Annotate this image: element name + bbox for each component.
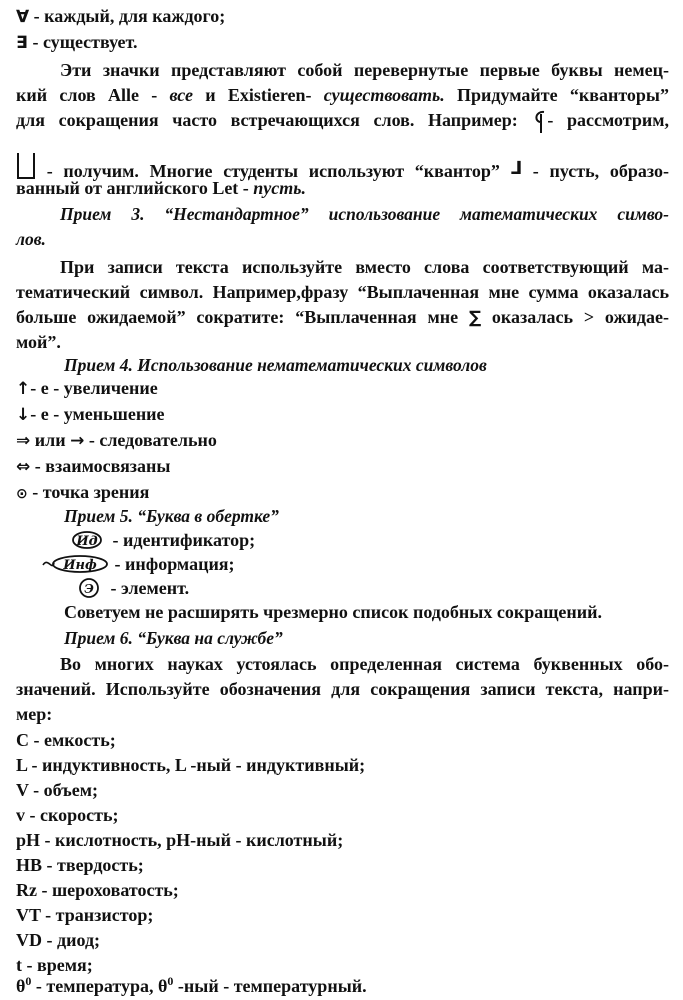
list4-up-text: - е - увеличение	[30, 378, 158, 398]
p3-l3a: больше ожидаемой” сократите: “Выплаченная мне	[16, 307, 469, 327]
p6-line1	[16, 652, 669, 676]
list6-rz: Rz - шероховатость;	[16, 880, 179, 900]
list6-item	[16, 828, 669, 852]
p1-l2e: Придумайте “кванторы”	[444, 85, 669, 105]
theta-symbol: θ	[16, 976, 26, 996]
list4-implies-text: - следовательно	[84, 430, 217, 450]
p1-line2	[16, 83, 669, 107]
list5-info	[40, 552, 669, 576]
sum-symbol: ∑	[468, 308, 482, 328]
p3-l4: мой”.	[16, 332, 61, 352]
list6-item	[16, 753, 669, 777]
list4-implies	[16, 428, 669, 453]
p1-l2b: все	[169, 85, 193, 105]
list5-id	[68, 528, 669, 552]
forall-text: - каждый, для каждого;	[33, 6, 226, 26]
p1-l2d: существовать.	[323, 85, 445, 105]
p3-line4	[16, 330, 669, 354]
information-wrapped-icon	[40, 553, 110, 575]
double-arrow-both-icon: ⇔	[16, 457, 31, 477]
let-quantor-icon: ⅃	[510, 158, 523, 179]
eye-view-icon: ⊙	[16, 486, 28, 502]
arrow-down-icon: ↓	[16, 405, 31, 425]
advice-line	[64, 600, 669, 624]
p3-line3	[16, 305, 669, 330]
list4-iff	[16, 454, 669, 479]
p1-l1: Эти значки представляют собой перевернутые первые буквы немец-	[60, 60, 669, 80]
list6-c: C - емкость;	[16, 730, 116, 750]
element-glyph: Э	[84, 582, 94, 596]
p1-line5	[16, 176, 669, 200]
h6-text: Прием 6. “Буква на службе”	[64, 628, 283, 648]
consider-quantor-icon	[531, 108, 547, 134]
list5-el	[72, 576, 669, 600]
h4-text: Прием 4. Использование нематематических символов	[64, 355, 487, 375]
p1-l5a: ванный от английского Let -	[16, 178, 254, 198]
p1-l2a: кий слов Alle -	[16, 85, 170, 105]
list4-or: или	[30, 430, 71, 450]
line-exists	[16, 30, 669, 55]
p6-l2: значений. Используйте обозначения для сокращения записи текста, напри-	[16, 679, 669, 699]
heading-method-4	[64, 353, 669, 377]
forall-symbol: ∀	[16, 7, 30, 27]
list4-iff-text: - взаимосвязаны	[30, 456, 171, 476]
list6-item	[16, 728, 669, 752]
double-arrow-right-icon: ⇒	[16, 431, 31, 451]
p3-l3b: оказалась > ожидае-	[481, 307, 669, 327]
p3-line1	[16, 255, 669, 279]
h3-l2: лов.	[16, 229, 46, 249]
p6-l3: мер:	[16, 704, 53, 724]
list6-vs: v - скорость;	[16, 805, 119, 825]
list6-l: L - индуктивность, L -ный - индуктивный;	[16, 755, 366, 775]
theta-sup-2: 0	[167, 974, 174, 988]
p3-line2	[16, 280, 669, 304]
list4-down	[16, 402, 669, 427]
list5-id-text: - идентификатор;	[112, 530, 256, 550]
list5-info-text: - информация;	[114, 554, 235, 574]
list4-up	[16, 376, 669, 401]
heading-method-5	[64, 504, 669, 528]
list6-vt: VT - транзистор;	[16, 905, 154, 925]
h3-l1b: “Нестандартное” использование математических симво-	[144, 204, 670, 224]
p6-line2	[16, 677, 669, 701]
p1-l2c: и Existieren-	[192, 85, 324, 105]
information-glyph: Инф	[63, 558, 97, 573]
p1-l3b: - рассмотрим,	[547, 110, 669, 130]
list4-down-text: - е - уменьшение	[30, 404, 165, 424]
list6-item	[16, 928, 669, 952]
element-wrapped-icon	[72, 577, 106, 599]
advice-text: Советуем не расширять чрезмерно список подобных сокращений.	[64, 602, 603, 622]
list6-item	[16, 853, 669, 877]
p6-l1: Во многих науках устоялась определенная система буквенных обо-	[60, 654, 669, 674]
identifier-wrapped-icon	[68, 529, 108, 551]
p1-line1	[16, 58, 669, 82]
list6-item-theta	[16, 974, 669, 998]
list6-ph: pH - кислотность, pH-ный - кислотный;	[16, 830, 344, 850]
theta-text-c: -ный - температурный.	[173, 976, 367, 996]
theta-text-b: - температура, θ	[31, 976, 168, 996]
list6-item	[16, 878, 669, 902]
h5-text: Прием 5. “Буква в обертке”	[64, 506, 279, 526]
list6-t: t - время;	[16, 955, 93, 975]
list4-view	[16, 480, 669, 506]
list5-el-text: - элемент.	[110, 578, 190, 598]
heading-method-6	[64, 626, 669, 650]
p1-l5b: пусть.	[253, 178, 307, 198]
list6-hb: HB - твердость;	[16, 855, 144, 875]
identifier-glyph: Ид	[76, 534, 98, 549]
list6-v: V - объем;	[16, 780, 98, 800]
list6-item	[16, 778, 669, 802]
list4-view-text: - точка зрения	[27, 482, 150, 502]
list6-vd: VD - диод;	[16, 930, 101, 950]
list6-item	[16, 803, 669, 827]
line-forall	[16, 4, 669, 29]
p1-l4b: - пусть, образо-	[522, 161, 669, 181]
heading-method-3-cont	[16, 227, 669, 251]
p1-l4a: - получим. Многие студенты используют “квантор”	[36, 161, 511, 181]
p3-l1: При записи текста используйте вместо слова соответствующий ма-	[60, 257, 669, 277]
h3-l1a: Прием 3.	[60, 204, 145, 224]
p1-l3a: для сокращения часто встречающихся слов. Например:	[16, 110, 532, 130]
theta-sup-1: 0	[25, 974, 32, 988]
exists-text: - существует.	[32, 32, 138, 52]
p1-line3	[16, 108, 669, 134]
heading-method-3	[16, 202, 669, 226]
arrow-right-icon: →	[70, 431, 85, 451]
arrow-up-icon: ↑	[16, 379, 31, 399]
p6-line3	[16, 702, 669, 726]
p3-l2: тематический символ. Например,фразу “Выплаченная мне сумма оказалась	[16, 282, 669, 302]
exists-symbol: ∃	[16, 33, 28, 53]
list6-item	[16, 903, 669, 927]
